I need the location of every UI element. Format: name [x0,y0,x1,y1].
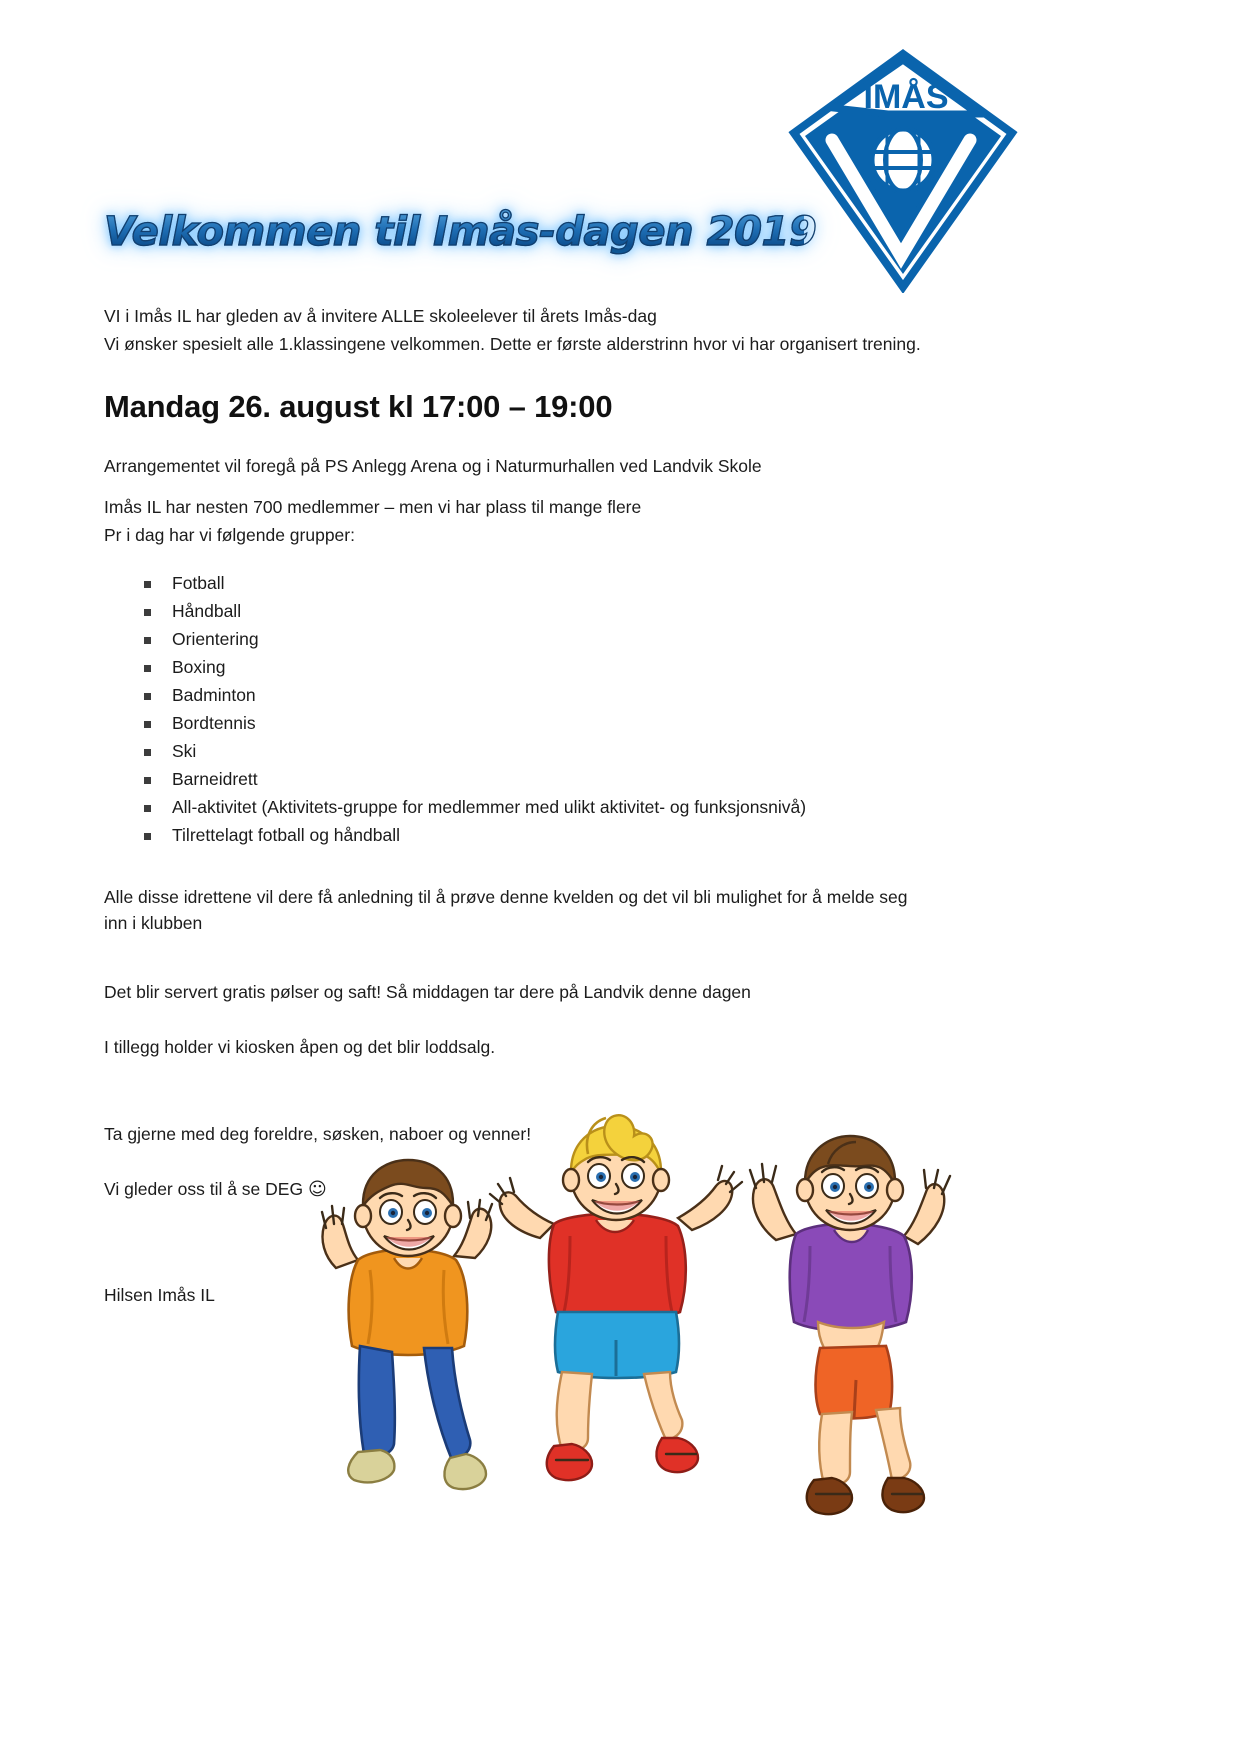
see-you-label: Vi gleder oss til å se DEG [104,1179,304,1199]
group-label: Barneidrett [172,769,258,789]
list-item [144,682,934,709]
square-bullet-icon [144,777,151,784]
group-label: Badminton [172,685,256,705]
list-item [144,822,934,849]
list-item [144,766,934,793]
list-item [144,570,934,597]
page-title [104,204,817,266]
kid-right [750,1136,950,1514]
three-jumping-kids-illustration [262,1108,1022,1528]
kid-middle [490,1115,742,1480]
event-datetime: Mandag 26. august kl 17:00 – 19:00 [104,389,613,424]
square-bullet-icon [144,749,151,756]
list-item [144,626,934,653]
square-bullet-icon [144,805,151,812]
group-label: Ski [172,741,197,761]
list-item [144,710,934,737]
group-label: Bordtennis [172,713,256,733]
group-label: All-aktivitet (Aktivitets-gruppe for medlemmer med ulikt aktivitet- og funksjonsnivå) [172,797,807,817]
wordart-title: Velkommen til Imås-dagen 2019 [104,204,804,260]
members-line-2: Pr i dag har vi følgende grupper: [104,525,355,545]
intro-line-2: Vi ønsker spesielt alle 1.klassingene velkommen. Dette er første alderstrinn hvor vi har organisert trening. [104,334,921,354]
kid-left [322,1160,492,1489]
smiley-icon: ☺ [307,1179,327,1200]
venue-text: Arrangementet vil foregå på PS Anlegg Arena og i Naturmurhallen ved Landvik Skole [104,456,762,476]
groups-list [104,570,934,849]
intro-line-1: VI i Imås IL har gleden av å invitere ALLE skoleelever til årets Imås-dag [104,306,657,326]
square-bullet-icon [144,609,151,616]
members-line-1: Imås IL har nesten 700 medlemmer – men vi har plass til mange flere [104,497,642,517]
group-label: Fotball [172,573,225,593]
list-item [144,738,934,765]
group-label: Håndball [172,601,242,621]
square-bullet-icon [144,637,151,644]
list-item [144,598,934,625]
try-out-text: Alle disse idrettene vil dere få anledning til å prøve denne kvelden og det vil bli mulighet for å melde seg inn i klubben [104,887,908,933]
bring-text: Ta gjerne med deg foreldre, søsken, naboer og venner! [104,1124,532,1144]
signature-text: Hilsen Imås IL [104,1285,215,1305]
square-bullet-icon [144,665,151,672]
square-bullet-icon [144,581,151,588]
kiosk-text: I tillegg holder vi kiosken åpen og det blir loddsalg. [104,1037,496,1057]
square-bullet-icon [144,833,151,840]
group-label: Boxing [172,657,226,677]
group-label: Tilrettelagt fotball og håndball [172,825,400,845]
imas-il-logo [788,48,1018,293]
logo-text: IMÅS [863,78,949,116]
list-item [144,794,934,821]
square-bullet-icon [144,721,151,728]
square-bullet-icon [144,693,151,700]
list-item [144,654,934,681]
food-text: Det blir servert gratis pølser og saft! Så middagen tar dere på Landvik denne dagen [104,982,751,1002]
group-label: Orientering [172,629,259,649]
